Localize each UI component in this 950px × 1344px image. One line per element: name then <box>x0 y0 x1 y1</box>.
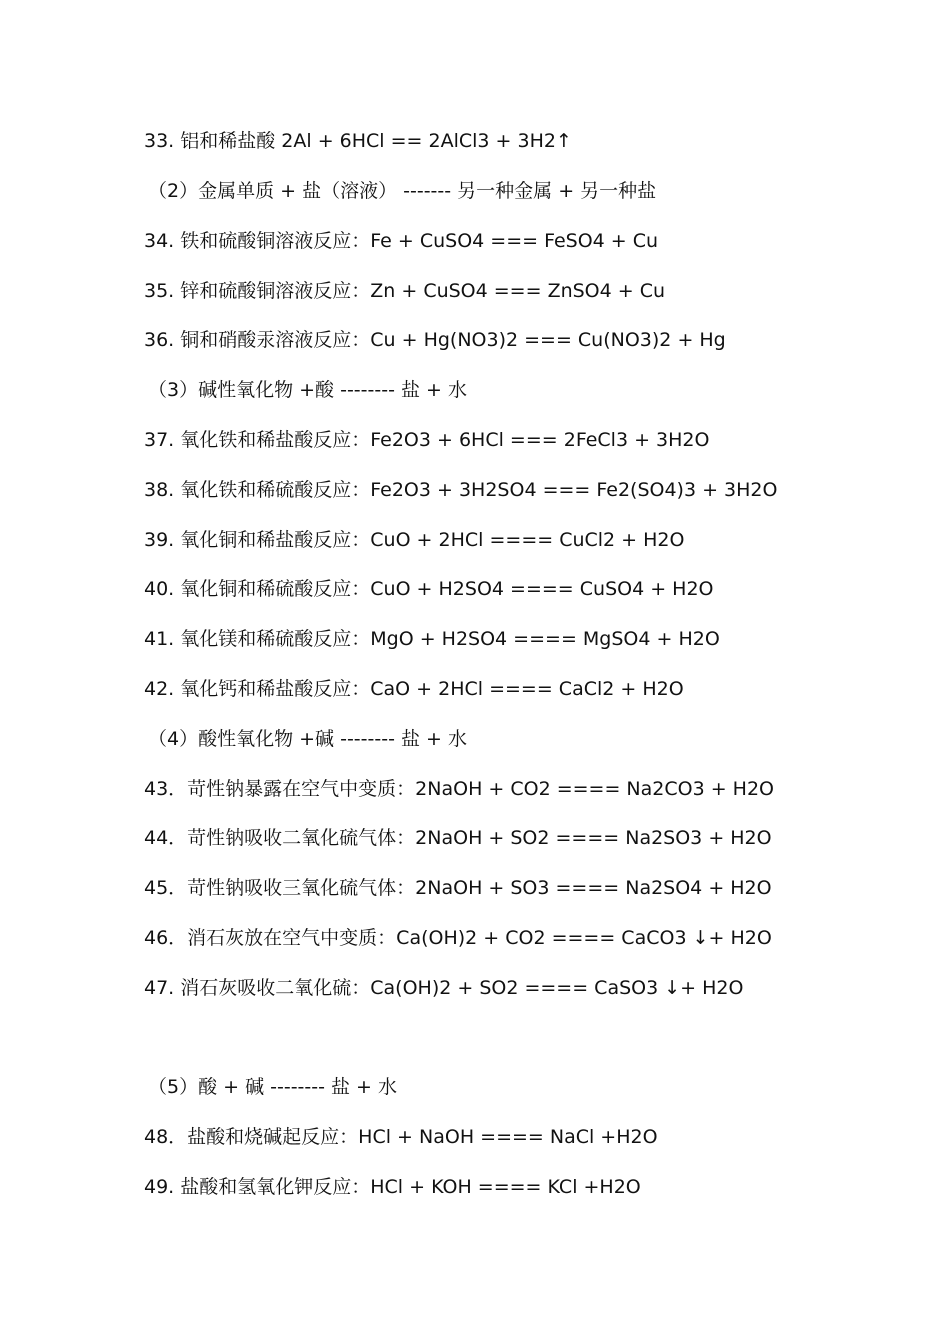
equation-33: 33. 铝和稀盐酸 2Al + 6HCl == 2AlCl3 + 3H2↑ <box>144 130 572 152</box>
equation-41: 41. 氧化镁和稀硫酸反应：MgO + H2SO4 ==== MgSO4 + H2O <box>144 628 720 650</box>
section-heading-4: （4）酸性氧化物 +碱 -------- 盐 + 水 <box>148 728 467 750</box>
equation-47: 47. 消石灰吸收二氧化硫：Ca(OH)2 + SO2 ==== CaSO3 ↓+ H2O <box>144 977 744 999</box>
equation-39: 39. 氧化铜和稀盐酸反应：CuO + 2HCl ==== CuCl2 + H2O <box>144 529 685 551</box>
section-heading-3: （3）碱性氧化物 +酸 -------- 盐 + 水 <box>148 379 467 401</box>
equation-49: 49. 盐酸和氢氧化钾反应：HCl + KOH ==== KCl +H2O <box>144 1176 641 1198</box>
equation-44: 44．苛性钠吸收二氧化硫气体：2NaOH + SO2 ==== Na2SO3 + H2O <box>144 827 772 849</box>
equation-35: 35. 锌和硫酸铜溶液反应：Zn + CuSO4 === ZnSO4 + Cu <box>144 280 666 302</box>
equation-45: 45．苛性钠吸收三氧化硫气体：2NaOH + SO3 ==== Na2SO4 + H2O <box>144 877 772 899</box>
section-heading-2: （2）金属单质 + 盐（溶液） ------- 另一种金属 + 另一种盐 <box>148 180 657 202</box>
equation-46: 46．消石灰放在空气中变质：Ca(OH)2 + CO2 ==== CaCO3 ↓+ H2O <box>144 927 772 949</box>
equation-43: 43．苛性钠暴露在空气中变质：2NaOH + CO2 ==== Na2CO3 + H2O <box>144 778 775 800</box>
equation-48: 48．盐酸和烧碱起反应：HCl + NaOH ==== NaCl +H2O <box>144 1126 658 1148</box>
equation-40: 40. 氧化铜和稀硫酸反应：CuO + H2SO4 ==== CuSO4 + H2O <box>144 578 714 600</box>
equation-42: 42. 氧化钙和稀盐酸反应：CaO + 2HCl ==== CaCl2 + H2O <box>144 678 684 700</box>
section-heading-5: （5）酸 + 碱 -------- 盐 + 水 <box>148 1076 398 1098</box>
equation-37: 37. 氧化铁和稀盐酸反应：Fe2O3 + 6HCl === 2FeCl3 + 3H2O <box>144 429 710 451</box>
equation-34: 34. 铁和硫酸铜溶液反应：Fe + CuSO4 === FeSO4 + Cu <box>144 230 659 252</box>
equation-38: 38. 氧化铁和稀硫酸反应：Fe2O3 + 3H2SO4 === Fe2(SO4)3 + 3H2O <box>144 479 778 501</box>
equation-36: 36. 铜和硝酸汞溶液反应：Cu + Hg(NO3)2 === Cu(NO3)2 + Hg <box>144 329 726 351</box>
